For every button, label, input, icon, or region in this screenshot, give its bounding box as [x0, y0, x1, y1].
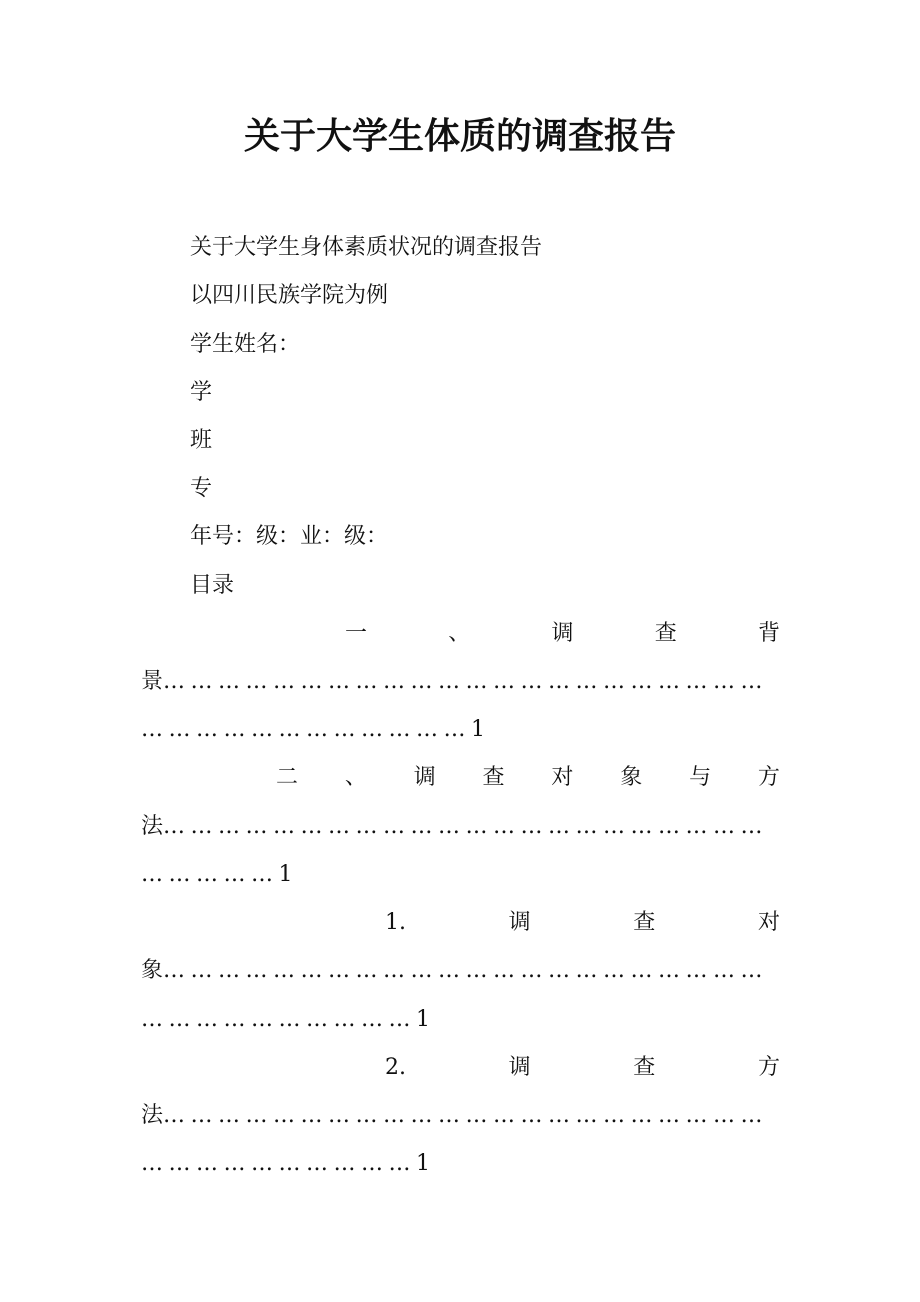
grade-paragraph: 年号：级：业：级： [190, 524, 389, 549]
toc-entry-3-line2 [141, 956, 791, 986]
toc-char: 调 [508, 910, 531, 935]
toc-char: 调 [551, 621, 574, 646]
student-name-paragraph: 学生姓名： [190, 332, 301, 357]
toc-entry-3-line3 [141, 1005, 430, 1035]
toc-page-number: 1 [416, 1151, 430, 1176]
toc-leader-dots: ………………………………………………………… [163, 669, 769, 694]
toc-leader-dots: ………………………… [141, 1151, 416, 1176]
toc-char: 2. [385, 1055, 406, 1080]
xue-paragraph: 学 [190, 380, 213, 405]
toc-entry-4-line3 [141, 1149, 430, 1179]
toc-char: 调 [413, 765, 436, 790]
toc-page-number: 1 [416, 1007, 430, 1032]
toc-heading: 目录 [190, 573, 235, 598]
toc-leader-dots: ……………………………… [141, 717, 471, 742]
toc-char: 、 [448, 621, 471, 646]
toc-entry-3-heading [385, 908, 780, 938]
toc-char: 查 [482, 765, 505, 790]
toc-char: 背 [757, 621, 780, 646]
toc-entry-4-heading [385, 1053, 780, 1083]
toc-char: 查 [633, 1055, 656, 1080]
toc-leader-dots: ………………………………………………………… [163, 814, 769, 839]
toc-char: 对 [551, 765, 574, 790]
toc-char: 一 [345, 621, 368, 646]
toc-page-number: 1 [278, 862, 293, 887]
toc-entry-2-heading [276, 763, 780, 793]
toc-char: 法 [141, 814, 164, 839]
toc-char: 查 [633, 910, 656, 935]
subtitle-paragraph: 关于大学生身体素质状况的调查报告 [190, 235, 543, 260]
toc-char: 1. [385, 910, 406, 935]
toc-entry-2-line3 [141, 860, 293, 890]
toc-entry-1-line3 [141, 715, 485, 745]
toc-leader-dots: ………………………… [141, 1007, 416, 1032]
toc-page-number: 1 [471, 717, 485, 742]
ban-paragraph: 班 [190, 428, 213, 453]
toc-char: 对 [757, 910, 780, 935]
document-title: 关于大学生体质的调查报告 [243, 116, 676, 157]
toc-char: 查 [654, 621, 677, 646]
zhuan-paragraph: 专 [190, 476, 213, 501]
toc-char: 方 [757, 1055, 780, 1080]
toc-char: 调 [508, 1055, 531, 1080]
toc-char: 方 [757, 765, 780, 790]
toc-leader-dots: ………………………………………………………… [163, 958, 769, 983]
toc-entry-2-line2 [141, 812, 791, 842]
toc-entry-1-line2 [141, 667, 791, 697]
toc-entry-4-line2 [141, 1101, 791, 1131]
toc-char: 景 [141, 669, 164, 694]
toc-char: 二 [276, 765, 299, 790]
toc-char: 象 [620, 765, 643, 790]
toc-char: 与 [689, 765, 712, 790]
toc-char: 、 [344, 765, 367, 790]
toc-entry-1-heading [345, 619, 780, 649]
toc-leader-dots: ………………………………………………………… [163, 1103, 769, 1128]
toc-char: 象 [141, 958, 164, 983]
toc-char: 法 [141, 1103, 164, 1128]
case-paragraph: 以四川民族学院为例 [190, 283, 389, 308]
toc-leader-dots: …………… [141, 862, 279, 887]
